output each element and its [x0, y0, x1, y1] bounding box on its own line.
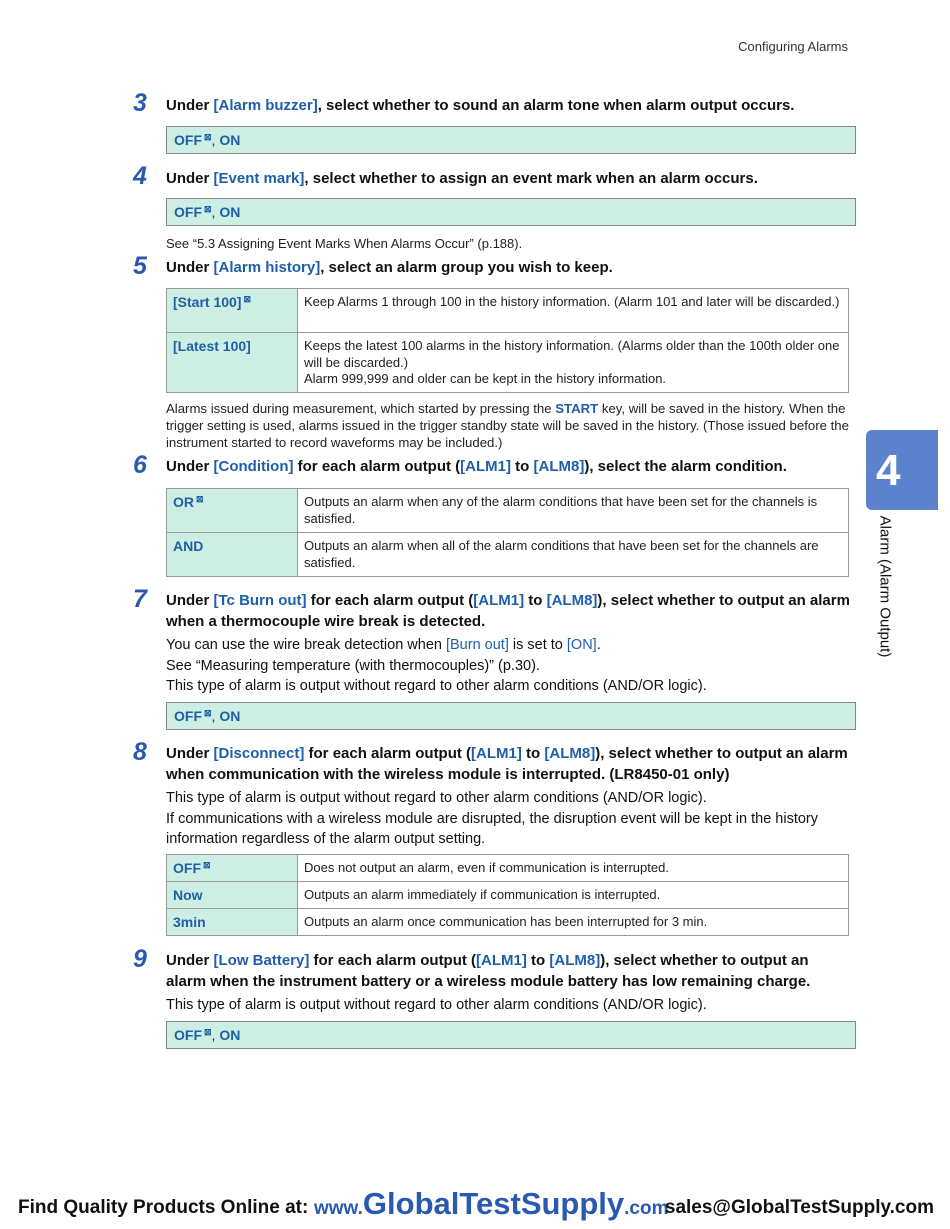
chapter-label: Alarm (Alarm Output) [876, 515, 894, 658]
default-mark-icon: ⊠ [204, 708, 212, 718]
option-box: OFF ⊠, ON [166, 702, 856, 730]
step-description: This type of alarm is output without regard to other alarm conditions (AND/OR logic). If communications with a wireless module are disrupted, the disruption event will be kept in the history information regardless of the alarm output setting. [166, 790, 819, 847]
footer-tagline: Find Quality Products Online at: [18, 1197, 309, 1218]
setting-name: [Alarm buzzer] [213, 97, 318, 114]
step-title: Under [Alarm history], select an alarm group you wish to keep. [166, 259, 613, 276]
option-key: 3min [167, 909, 298, 936]
option-description: Outputs an alarm when any of the alarm conditions that have been set for the channels is satisfied. [298, 489, 849, 533]
options-table [166, 488, 849, 577]
option-key: OR ⊠ [167, 489, 298, 533]
start-key-label: START [555, 401, 599, 416]
setting-name: [Alarm history] [213, 259, 321, 276]
step-number: 7 [133, 585, 147, 613]
reference-note: See “5.3 Assigning Event Marks When Alarms Occur” (p.188). [166, 236, 523, 251]
option-box: OFF ⊠, ON [166, 126, 856, 154]
option-box: OFF ⊠, ON [166, 198, 856, 226]
running-header: Configuring Alarms [738, 39, 848, 54]
step-description: This type of alarm is output without regard to other alarm conditions (AND/OR logic). [166, 997, 707, 1013]
setting-name: [Low Battery] [213, 952, 310, 969]
option-description: Outputs an alarm once communication has been interrupted for 3 min. [298, 909, 849, 936]
default-mark-icon: ⊠ [196, 494, 204, 504]
step-title: Under [Event mark], select whether to assign an event mark when an alarm occurs. [166, 170, 758, 187]
chapter-number: 4 [876, 446, 901, 495]
step-number: 4 [133, 162, 147, 190]
default-mark-icon: ⊠ [204, 204, 212, 214]
step-title: Under [Alarm buzzer], select whether to sound an alarm tone when alarm output occurs. [166, 97, 795, 114]
footer-website-link[interactable]: www.GlobalTestSupply.com [314, 1186, 669, 1221]
option-description: Outputs an alarm when all of the alarm conditions that have been set for the channels are satisfied. [298, 533, 849, 577]
option-key: OFF ⊠ [167, 855, 298, 882]
option-description: Keeps the latest 100 alarms in the history information. (Alarms older than the 100th older one will be discarded.) Alarm 999,999 and older can be kept in the history information. [298, 333, 849, 393]
step-number: 6 [133, 451, 147, 479]
step-number: 8 [133, 738, 147, 766]
option-key: Now [167, 882, 298, 909]
default-mark-icon: ⊠ [243, 294, 252, 304]
step-title: Under [Disconnect] for each alarm output ([ALM1] to [ALM8]), select whether to output an alarm when communication with the wireless module is interrupted. (LR8450-01 only) [166, 745, 848, 783]
table-row [167, 333, 849, 393]
step-number: 3 [133, 89, 147, 117]
table-row [167, 489, 849, 533]
step-title: Under [Tc Burn out] for each alarm output ([ALM1] to [ALM8]), select whether to output an alarm when a thermocouple wire break is detected. [166, 592, 850, 630]
default-mark-icon: ⊠ [203, 860, 211, 870]
setting-name: [Tc Burn out] [213, 592, 307, 609]
step-description: You can use the wire break detection when [Burn out] is set to [ON]. See “Measuring temperature (with thermocouples)” (p.30). This type of alarm is output without regard to other alarm conditions (AND/OR logic). [166, 637, 707, 694]
default-mark-icon: ⊠ [204, 1027, 212, 1037]
option-description: Does not output an alarm, even if communication is interrupted. [298, 855, 849, 882]
option-description: Keep Alarms 1 through 100 in the history information. (Alarm 101 and later will be discarded.) [298, 289, 849, 333]
step-title: Under [Condition] for each alarm output ([ALM1] to [ALM8]), select the alarm condition. [166, 458, 787, 475]
setting-name: [Condition] [213, 458, 294, 475]
table-row [167, 909, 849, 936]
option-box: OFF ⊠, ON [166, 1021, 856, 1049]
table-row [167, 289, 849, 333]
default-mark-icon: ⊠ [204, 132, 212, 142]
setting-name: [Disconnect] [213, 745, 305, 762]
options-table [166, 288, 849, 393]
option-key: [Start 100] ⊠ [167, 289, 298, 333]
option-description: Outputs an alarm immediately if communication is interrupted. [298, 882, 849, 909]
step-title: Under [Low Battery] for each alarm output ([ALM1] to [ALM8]), select whether to output an alarm when the instrument battery or a wireless module battery has low remaining charge. [166, 952, 811, 990]
footer-email-link[interactable]: sales@GlobalTestSupply.com [664, 1197, 934, 1218]
table-row [167, 882, 849, 909]
setting-name: [Event mark] [213, 170, 305, 187]
step-number: 9 [133, 945, 147, 973]
option-key: [Latest 100] [167, 333, 298, 393]
option-key: AND [167, 533, 298, 577]
history-note: Alarms issued during measurement, which started by pressing the START key, will be saved in the history. When the trigger setting is used, alarms issued in the trigger standby state will be saved in the history. (Those issued before the instrument started to record waveforms may be included.) [166, 401, 849, 450]
table-row [167, 533, 849, 577]
options-table [166, 854, 849, 936]
table-row [167, 855, 849, 882]
step-number: 5 [133, 252, 147, 280]
